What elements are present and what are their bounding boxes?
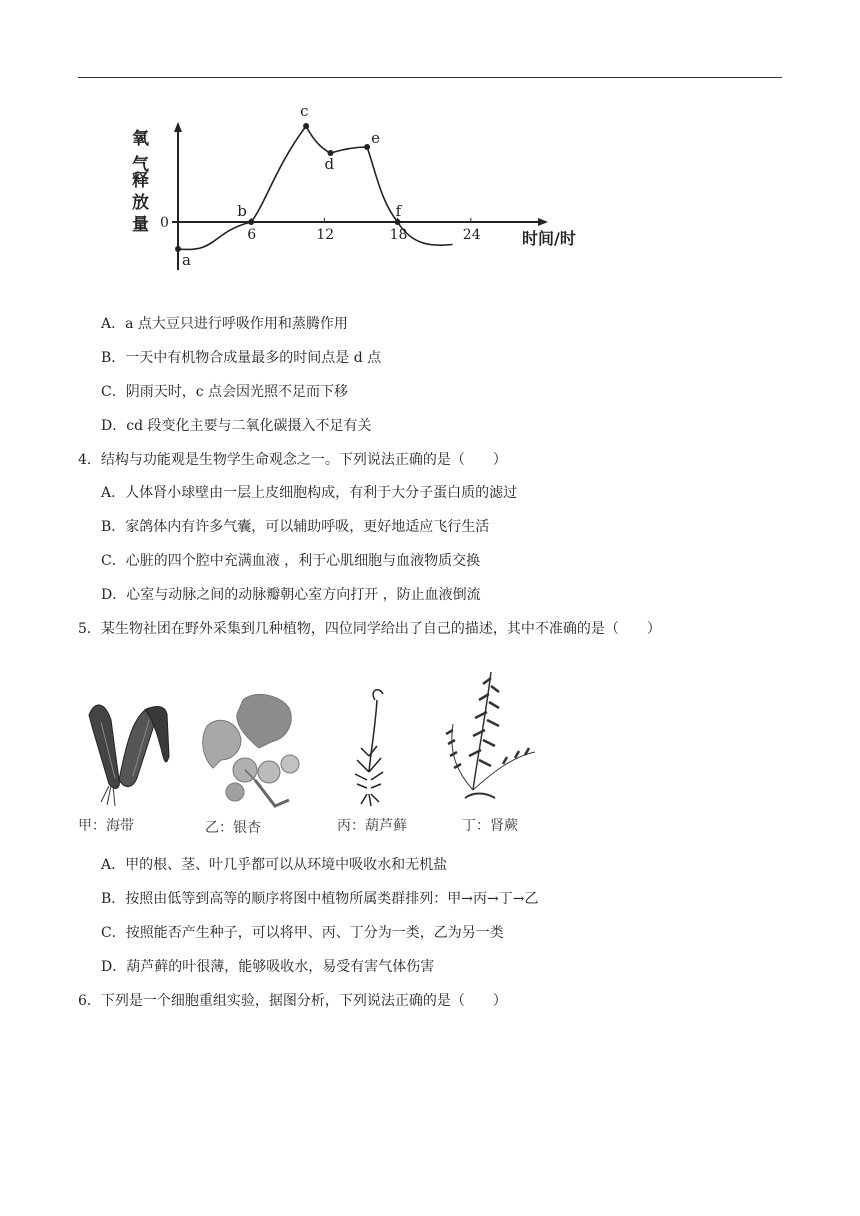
kelp-drawing (89, 705, 169, 806)
y-axis-label-char: 释 (132, 171, 149, 191)
curve-point-b (248, 219, 254, 225)
plant-figure (75, 660, 575, 845)
y-axis-label-char: 气 (132, 155, 149, 175)
moss-drawing (355, 690, 383, 806)
q5-option-d: D．葫芦藓的叶很薄，能够吸收水，易受有害气体伤害 (101, 959, 435, 975)
q5-option-b: B．按照由低等到高等的顺序将图中植物所属类群排列：甲→丙→丁→乙 (101, 891, 539, 907)
q4-option-a: A．人体肾小球壁由一层上皮细胞构成，有利于大分子蛋白质的滤过 (101, 485, 518, 501)
curve-point-c (303, 123, 309, 129)
q5-option-a: A．甲的根、茎、叶几乎都可以从环境中吸收水和无机盐 (101, 857, 448, 873)
y-axis-label-char: 量 (132, 215, 149, 235)
oxygen-release-chart (120, 100, 620, 285)
q3-option-c: C．阴雨天时，c 点会因光照不足而下移 (101, 384, 349, 400)
q4-option-b: B．家鸽体内有许多气囊，可以辅助呼吸，更好地适应飞行生活 (101, 519, 490, 535)
curve-point-label-f: f (395, 202, 402, 220)
q3-option-d: D．cd 段变化主要与二氧化碳摄入不足有关 (101, 418, 372, 434)
y-axis-label-char: 氧 (132, 129, 149, 149)
plant-label-moss: 丙：葫芦藓 (337, 818, 407, 834)
q5-option-c: C．按照能否产生种子，可以将甲、丙、丁分为一类，乙为另一类 (101, 925, 504, 941)
ginkgo-drawing (203, 694, 299, 806)
header-rule (78, 77, 782, 78)
curve-point-label-b: b (237, 202, 247, 220)
x-axis-arrow (538, 218, 548, 226)
x-tick-label: 6 (247, 227, 257, 243)
x-tick-label: 18 (389, 227, 408, 243)
q3-option-a: A．a 点大豆只进行呼吸作用和蒸腾作用 (101, 316, 348, 332)
q4-stem: 4．结构与功能观是生物学生命观念之一。下列说法正确的是（ ） (78, 452, 507, 468)
plant-label-kelp: 甲：海带 (78, 818, 134, 834)
fern-drawing (446, 672, 535, 798)
curve-point-a (175, 246, 181, 252)
y-axis-arrow (174, 122, 182, 132)
q3-option-b: B．一天中有机物合成量最多的时间点是 d 点 (101, 350, 382, 366)
q5-stem: 5．某生物社团在野外采集到几种植物，四位同学给出了自己的描述，其中不准确的是（ ） (78, 621, 661, 637)
x-tick-label: 12 (316, 227, 335, 243)
q6-stem: 6．下列是一个细胞重组实验，据图分析，下列说法正确的是（ ） (78, 993, 507, 1009)
curve-point-label-e: e (371, 129, 380, 147)
curve-point-label-a: a (182, 251, 191, 269)
plant-label-fern: 丁：肾蕨 (462, 818, 518, 834)
q4-option-c: C．心脏的四个腔中充满血液 ，利于心肌细胞与血液物质交换 (101, 553, 481, 569)
plant-label-ginkgo: 乙：银杏 (205, 820, 261, 836)
x-tick-label: 24 (462, 227, 481, 243)
q4-option-d: D．心室与动脉之间的动脉瓣朝心室方向打开 ，防止血液倒流 (101, 587, 481, 603)
curve-point-e (364, 144, 370, 150)
y-axis-label (132, 128, 150, 235)
y-axis-label-char: 放 (132, 193, 149, 213)
curve-point-label-d: d (324, 155, 335, 173)
x-axis-label: 时间/时 (522, 229, 576, 248)
chart-axes (172, 122, 548, 270)
y-origin-label: 0 (160, 215, 169, 231)
curve-point-label-c: c (300, 102, 309, 120)
oxygen-curve (178, 126, 453, 250)
